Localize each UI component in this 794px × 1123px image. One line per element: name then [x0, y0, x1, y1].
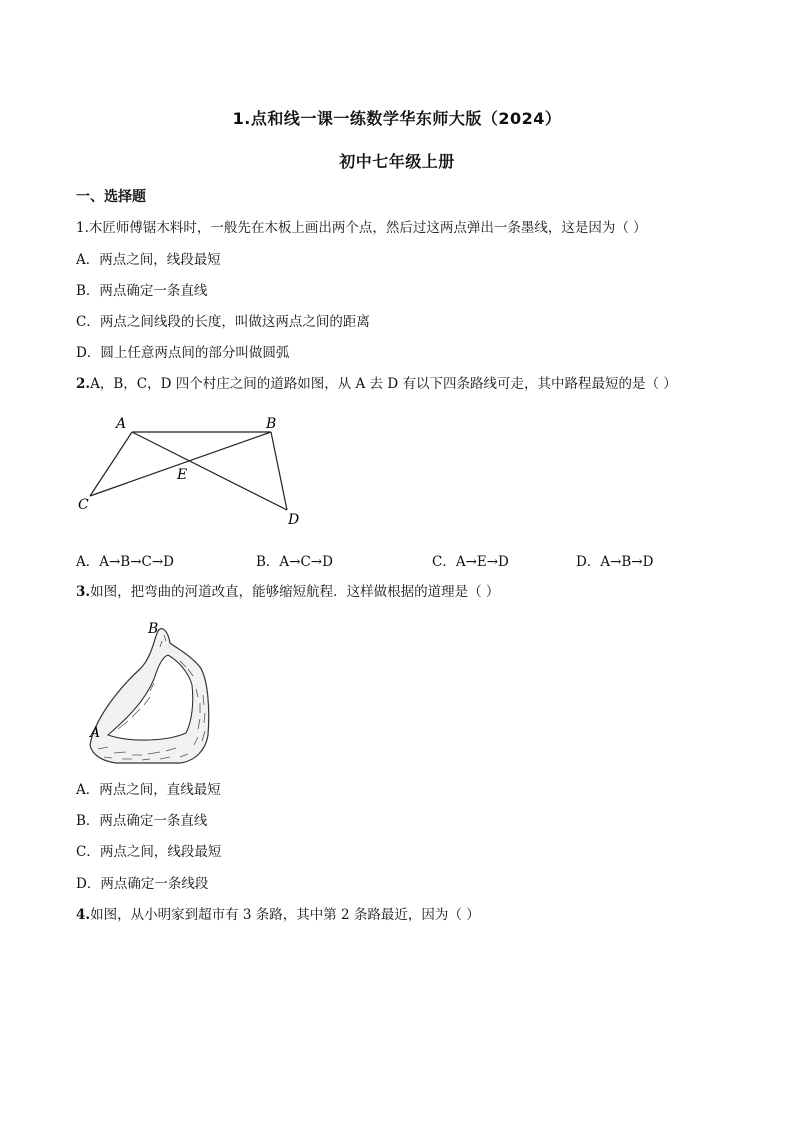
segment-bc — [90, 432, 271, 496]
question-2-option-d: D．A→B→D — [576, 554, 654, 570]
question-2-option-b: B．A→C→D — [256, 554, 333, 570]
question-2-number: 2. — [76, 376, 91, 392]
question-4-stem — [76, 903, 480, 923]
river-label-a: A — [90, 725, 101, 741]
question-2-option-c: C．A→E→D — [432, 554, 509, 570]
question-3-option-b: B．两点确定一条直线 — [76, 813, 208, 829]
document-subtitle: 初中七年级上册 — [339, 152, 455, 171]
label-b: B — [266, 416, 277, 432]
question-3-option-a: A．两点之间，直线最短 — [76, 782, 221, 798]
question-1-option-c: C．两点之间线段的长度，叫做这两点之间的距离 — [76, 314, 370, 330]
question-3-option-c: C．两点之间，线段最短 — [76, 844, 222, 860]
label-d: D — [288, 512, 300, 528]
question-2-stem — [76, 372, 677, 392]
label-e: E — [177, 467, 188, 483]
section-heading: 一、选择题 — [76, 189, 146, 205]
question-2-option-a: A．A→B→C→D — [76, 554, 175, 570]
segment-bd — [271, 432, 287, 510]
question-2-text: A，B，C，D 四个村庄之间的道路如图，从 A 去 D 有以下四条路线可走，其中路程最短的是（ ） — [90, 376, 677, 392]
question-1-option-a: A．两点之间，线段最短 — [76, 252, 221, 268]
segment-ac — [90, 432, 132, 496]
question-2-figure — [74, 410, 314, 535]
question-3-text: 如图，把弯曲的河道改直，能够缩短航程．这样做根据的道理是（ ） — [90, 584, 500, 600]
river-label-b: B — [148, 621, 159, 637]
label-a: A — [116, 416, 127, 432]
label-c: C — [78, 497, 89, 513]
question-1-option-d: D．圆上任意两点间的部分叫做圆弧 — [76, 345, 290, 361]
question-3-number: 3. — [76, 584, 91, 600]
question-1-stem: 1.木匠师傅锯木料时，一般先在木板上画出两个点，然后过这两点弹出一条墨线，这是因为（ ） — [76, 220, 647, 236]
document-title: 1.点和线一课一练数学华东师大版（2024） — [232, 109, 562, 128]
segment-ad — [132, 432, 287, 510]
question-4-number: 4. — [76, 907, 91, 923]
question-1-option-b: B．两点确定一条直线 — [76, 283, 208, 299]
question-3-option-d: D．两点确定一条线段 — [76, 876, 209, 892]
question-3-stem — [76, 580, 499, 600]
question-4-text: 如图，从小明家到超市有 3 条路，其中第 2 条路最近，因为（ ） — [90, 907, 480, 923]
question-3-river-figure — [88, 617, 223, 767]
